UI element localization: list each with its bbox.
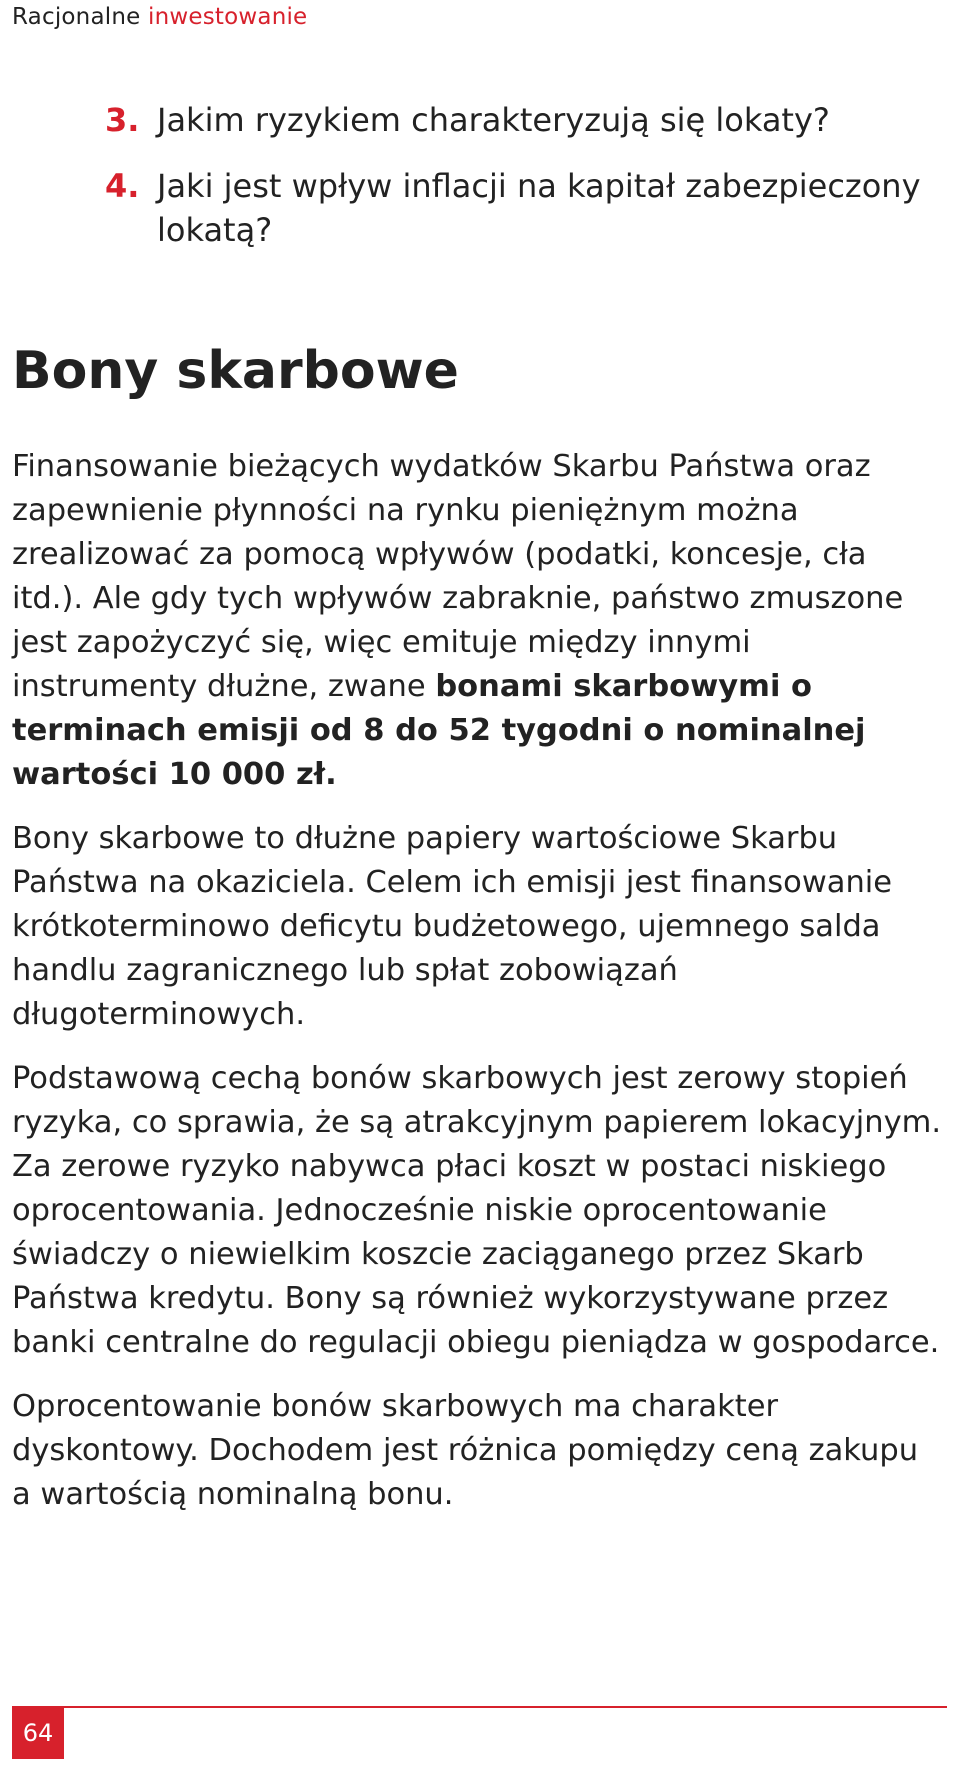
page-number: 64 bbox=[22, 1719, 54, 1747]
page-number-badge bbox=[12, 1707, 64, 1759]
question-text: Jakim ryzykiem charakteryzują się lokaty? bbox=[157, 101, 830, 139]
paragraph: Podstawową cechą bonów skarbowych jest zerowy stopień ryzyka, co sprawia, że są atrakcyjnym papierem lokacyjnym. Za zerowe ryzyko nabywca płaci koszt w postaci niskiego oprocentowania. Jednocześnie niskie oprocentowanie świadczy o niewielkim koszcie zaciąganego przez Skarb Państwa kredytu. Bony są również wykorzystywane przez banki centralne do regulacji obiegu pieniądza w gospodarce. bbox=[12, 1061, 942, 1360]
question-number: 4. bbox=[105, 167, 140, 205]
paragraph-text: Finansowanie bieżących wydatków Skarbu Państwa oraz zapewnienie płynności na rynku pieniężnym można zrealizować za pomocą wpływów (podatki, koncesje, cła itd.). Ale gdy tych wpływów zabraknie, państwo zmuszone jest zapożyczyć się, więc emituje między innymi instrumenty dłużne, zwane bbox=[12, 449, 904, 704]
header-title: Racjonalne bbox=[12, 4, 141, 30]
emphasis-period: . bbox=[325, 757, 337, 792]
emphasis-text: bonami skarbowymi o terminach emisji od 8 do 52 tygodni o nominalnej wartości 10 000 zł bbox=[12, 669, 866, 792]
question-item bbox=[105, 164, 925, 252]
question-list bbox=[105, 98, 925, 274]
section-title: Bony skarbowe bbox=[12, 341, 459, 401]
paragraph: Bony skarbowe to dłużne papiery wartościowe Skarbu Państwa na okaziciela. Celem ich emisji jest finansowanie krótkoterminowo deficytu budżetowego, ujemnego salda handlu zagranicznego lub spłat zobowiązań długoterminowych. bbox=[12, 821, 893, 1032]
question-text: Jaki jest wpływ inflacji na kapitał zabezpieczony lokatą? bbox=[157, 167, 921, 249]
question-number: 3. bbox=[105, 101, 140, 139]
section-body bbox=[12, 445, 942, 1537]
question-item bbox=[105, 98, 925, 142]
paragraph: Oprocentowanie bonów skarbowych ma charakter dyskontowy. Dochodem jest różnica pomiędzy ceną zakupu a wartością nominalną bonu. bbox=[12, 1389, 919, 1512]
footer-divider bbox=[12, 1706, 947, 1708]
paragraph bbox=[12, 445, 942, 797]
running-header bbox=[12, 4, 307, 30]
header-title-accent: inwestowanie bbox=[147, 4, 308, 30]
